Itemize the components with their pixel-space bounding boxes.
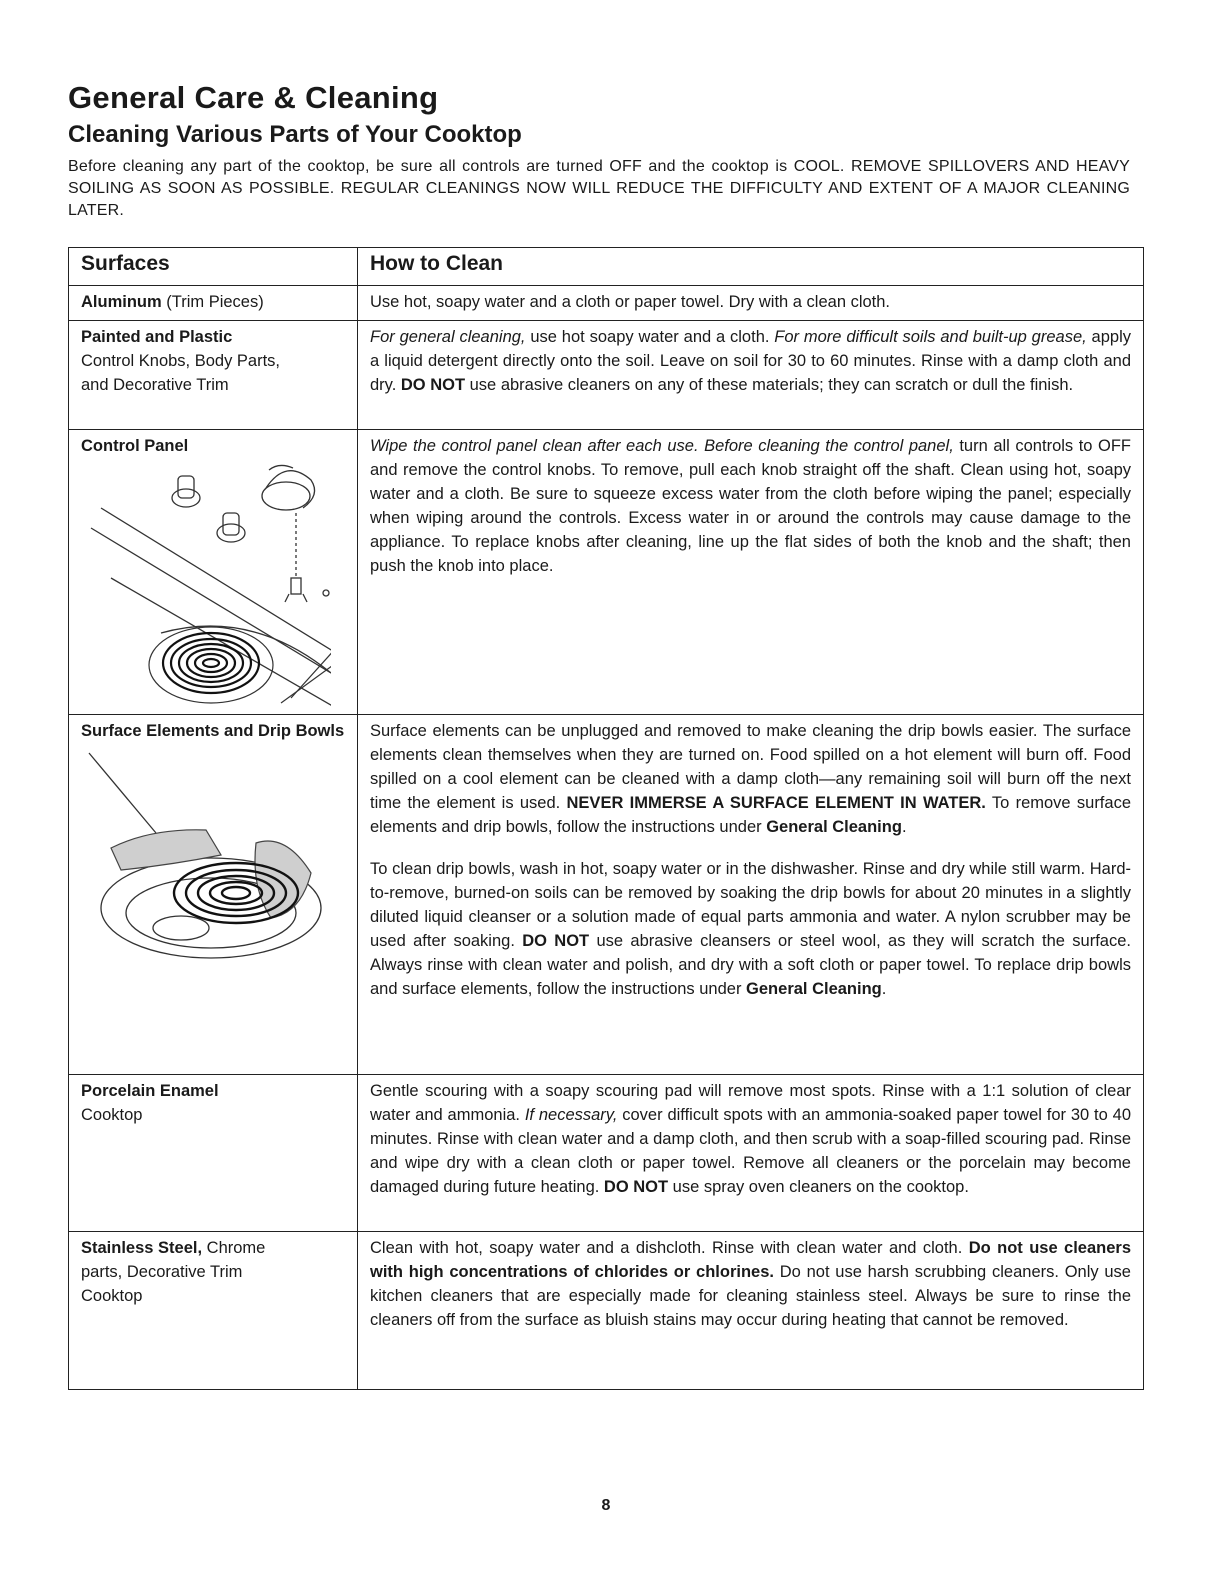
- instruction-text: Do not use harsh scrubbing cleaners. Only use kitchen cleaners that are especially made for cleaning stainless steel. Always be sure to rinse the cleaners off from the surface as bluish stains may occur during heating that cannot be removed.: [370, 1263, 1131, 1329]
- surface-name: Painted and Plastic: [81, 328, 233, 346]
- surface-name: Stainless Steel,: [81, 1239, 203, 1257]
- table-row: [69, 715, 1144, 1075]
- table-row: [69, 430, 1144, 715]
- warning-text: DO NOT: [603, 1178, 669, 1196]
- warning-text: DO NOT: [400, 376, 466, 394]
- instruction-text: use hot soapy water and a cloth.: [525, 328, 775, 346]
- table-header-row: [69, 248, 1144, 286]
- surface-detail: Cooktop: [81, 1106, 143, 1124]
- page-title: General Care & Cleaning: [68, 80, 439, 115]
- cleaning-table: [68, 247, 1144, 1390]
- instructions-cell: [358, 286, 1144, 321]
- surface-name: Control Panel: [81, 437, 189, 455]
- surface-cell: [69, 286, 358, 321]
- instruction-text: .: [881, 980, 887, 998]
- surface-name: Aluminum: [81, 293, 162, 311]
- surface-cell: [69, 715, 358, 1075]
- instructions-cell: [358, 321, 1144, 430]
- instructions-cell: [358, 715, 1144, 1075]
- surface-name: Porcelain Enamel: [81, 1082, 219, 1100]
- table-row: [69, 1232, 1144, 1390]
- surface-cell: [69, 430, 358, 715]
- instruction-text: Use hot, soapy water and a cloth or paper towel. Dry with a clean cloth.: [370, 293, 891, 311]
- page-number: 8: [601, 1497, 611, 1514]
- surface-detail: Control Knobs, Body Parts,: [81, 352, 281, 370]
- instruction-text: use spray oven cleaners on the cooktop.: [668, 1178, 969, 1196]
- emphasis-text: If necessary,: [524, 1106, 618, 1124]
- table-row: [69, 321, 1144, 430]
- section-subtitle: Cleaning Various Parts of Your Cooktop: [68, 121, 522, 148]
- warning-text: NEVER IMMERSE A SURFACE ELEMENT IN WATER.: [566, 794, 986, 812]
- warning-text: Do not use cleaners with high concentrations of chlorides or chlorines.: [370, 1239, 1131, 1281]
- instruction-text: turn all controls to OFF and remove the control knobs. To remove, pull each knob straight off the shaft. Clean using hot, soapy water and a cloth. Be sure to squeeze excess water from the cloth before wiping the panel; especially when wiping around the controls. Excess water in or around the controls may cause damage to the appliance. To replace knobs after cleaning, line up the flat sides of both the knob and the shaft; then push the knob into place.: [370, 437, 1132, 575]
- table-row: [69, 286, 1144, 321]
- emphasis-text: For more difficult soils and built-up grease,: [774, 328, 1087, 346]
- instructions-cell: [358, 1232, 1144, 1390]
- instruction-paragraph: [370, 857, 1131, 1001]
- reference-text: General Cleaning: [746, 980, 882, 998]
- instructions-cell: [358, 430, 1144, 715]
- instruction-text: apply a liquid detergent directly onto the soil. Leave on soil for 30 to 60 minutes. Rinse with a damp cloth and dry.: [370, 328, 1132, 394]
- intro-paragraph: Before cleaning any part of the cooktop, be sure all controls are turned OFF and the cooktop is COOL. REMOVE SPILLOVERS AND HEAVY SOILING AS SOON AS POSSIBLE. REGULAR CLEANINGS NOW WILL REDUCE THE DIFFICULTY AND EXTENT OF A MAJOR CLEANING LATER.: [68, 158, 1130, 219]
- instruction-text: To remove surface elements and drip bowls, follow the instructions under: [370, 794, 1131, 836]
- control-panel-illustration: [81, 458, 331, 708]
- instruction-text: .: [901, 818, 907, 836]
- surface-name: Surface Elements and Drip Bowls: [81, 722, 345, 740]
- surface-detail: parts, Decorative Trim: [81, 1263, 243, 1281]
- instruction-text: Surface elements can be unplugged and removed to make cleaning the drip bowls easier. The surface elements clean themselves when they are turned on. Food spilled on a hot element will burn off. Food spilled on a cool element can be cleaned with a damp cloth—any remaining soil will burn off the next time the element is used.: [370, 722, 1131, 812]
- reference-text: General Cleaning: [766, 818, 902, 836]
- instruction-text: Clean with hot, soapy water and a dishcloth. Rinse with clean water and cloth.: [370, 1239, 969, 1257]
- surface-cell: [69, 321, 358, 430]
- surface-detail: (Trim Pieces): [161, 293, 264, 311]
- instruction-text: Gentle scouring with a soapy scouring pad will remove most spots. Rinse with a 1:1 solution of clear water and ammonia.: [370, 1082, 1131, 1124]
- instruction-text: cover difficult spots with an ammonia-soaked paper towel for 30 to 40 minutes. Rinse with clean water and a damp cloth, and then scrub with a soap-filled scouring pad. Rinse and wipe dry with a clean cloth or paper towel. Remove all cleaners or the porcelain may become damaged during future heating.: [370, 1106, 1131, 1196]
- warning-text: DO NOT: [522, 932, 590, 950]
- surface-detail: and Decorative Trim: [81, 376, 229, 394]
- how-to-clean-header: How to Clean: [358, 248, 1144, 286]
- surface-cell: [69, 1075, 358, 1232]
- instruction-paragraph: [370, 719, 1131, 839]
- surfaces-header: Surfaces: [69, 248, 358, 286]
- instructions-cell: [358, 1075, 1144, 1232]
- instruction-text: use abrasive cleaners on any of these materials; they can scratch or dull the finish.: [465, 376, 1074, 394]
- emphasis-text: Wipe the control panel clean after each use. Before cleaning the control panel,: [370, 437, 954, 455]
- drip-bowl-illustration: [81, 743, 331, 973]
- surface-cell: [69, 1232, 358, 1390]
- surface-detail: Chrome: [202, 1239, 266, 1257]
- emphasis-text: For general cleaning,: [370, 328, 526, 346]
- instruction-text: To clean drip bowls, wash in hot, soapy water or in the dishwasher. Rinse and dry while still warm. Hard-to-remove, burned-on soils can be removed by soaking the drip bowls for about 20 minutes in a slightly diluted liquid cleanser or a solution made of equal parts ammonia and water. A nylon scrubber may be used after soaking.: [370, 860, 1131, 950]
- table-row: [69, 1075, 1144, 1232]
- surface-detail: Cooktop: [81, 1287, 143, 1305]
- instruction-text: use abrasive cleansers or steel wool, as they will scratch the surface. Always rinse with clean water and polish, and dry with a soft cloth or paper towel. To replace drip bowls and surface elements, follow the instructions under: [370, 932, 1131, 998]
